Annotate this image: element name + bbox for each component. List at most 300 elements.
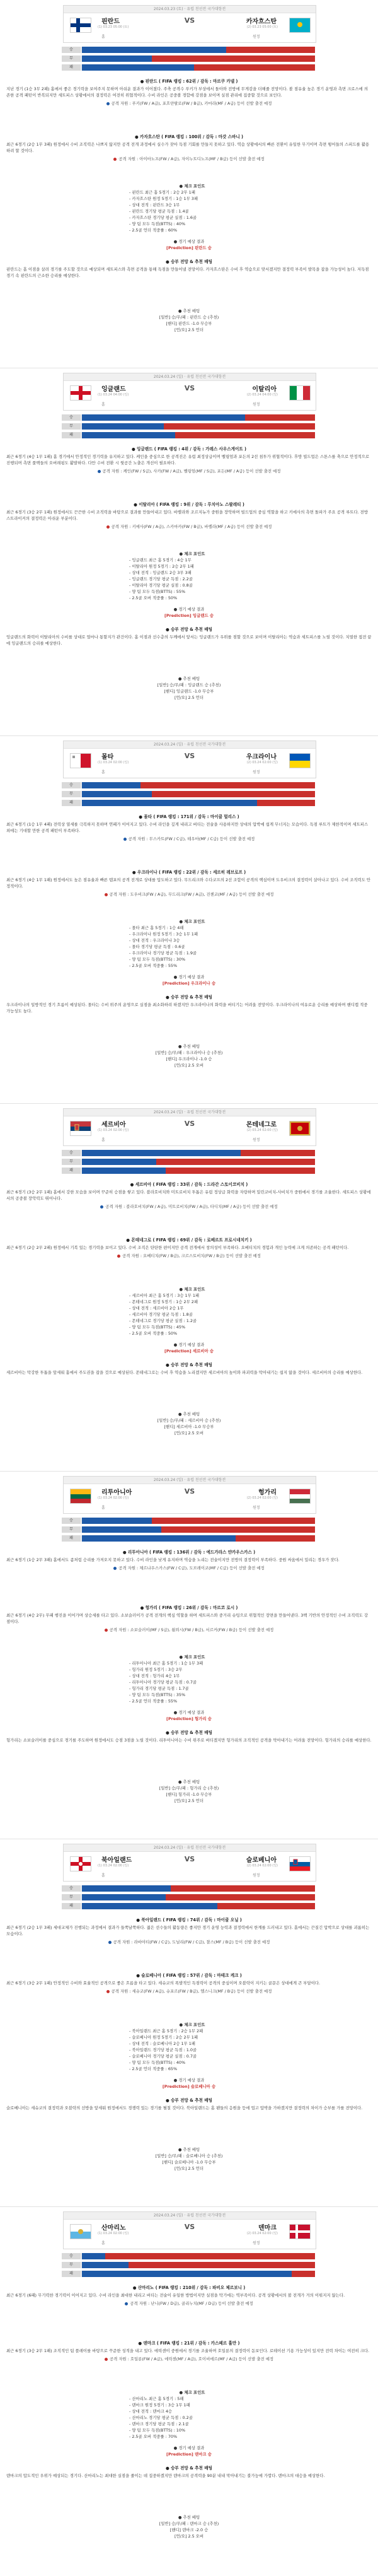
checkpoint-list [129, 551, 255, 601]
odds-bar [63, 423, 315, 430]
odds-bar-remainder [241, 1150, 315, 1156]
away-team-name: 우크라이나 [246, 754, 277, 761]
vs-label: VS [184, 752, 195, 760]
away-flag-icon [289, 1489, 311, 1504]
odds-bar-fill [82, 1894, 166, 1900]
home-analysis [6, 814, 372, 842]
away-label: 원정 [253, 1506, 260, 1510]
prediction-box [94, 238, 284, 251]
away-lineup [6, 1988, 372, 1994]
checkpoint-item: - 상대 전적 : 슬로베니아 2승 1무 1패 [129, 2041, 195, 2046]
odds-bar [63, 791, 315, 797]
home-team-kickoff: (1) 03.24 02:00 (일) [98, 1496, 129, 1500]
away-dot-icon [105, 1629, 108, 1632]
bet-item: [일반] 승/무/패 : 헝가리 승 (추천) [159, 1786, 219, 1791]
odds-bar-remainder [156, 1159, 315, 1165]
summary-text: 덴마크의 압도적인 우위가 예상되는 경기다. 산마리노는 최대한 실점을 줄이는 데 집중하겠지만 덴마크의 공격력을 90분 내내 막아내기는 불가능에 가깝다. 덴마크의 대승을 예상한다. [6, 2473, 325, 2478]
home-analysis-text: 최근 6경기 (1승 2무 3패) 홈에서도 좀처럼 승리를 가져오지 못하고 있다. 수비 라인을 낮게 유지하며 역습을 노리는 전술이지만 전방의 결정력이 부족하다. 중원 싸움에서 밀리는 경우가 잦다. [6, 1557, 340, 1562]
checkpoint-item: - 세르비아 최근 홈 5경기 : 3승 1무 1패 [129, 1293, 200, 1298]
away-lineup [6, 156, 372, 162]
prediction-result: [Prediction] 세르비아 승 [164, 1349, 214, 1354]
away-dot-icon [105, 2358, 108, 2361]
summary-text: 세르비아는 막강한 투톱을 앞세워 홈에서 주도권을 잡을 것으로 예상된다. 몬테네그로는 수비 후 역습을 노리겠지만 세르비아의 높이와 파괴력을 막아내기는 쉽지 않을 것이다. 세르비아의 승리를 예상한다. [6, 1370, 363, 1375]
home-label: 홈 [101, 770, 105, 775]
bet-box [94, 1779, 284, 1804]
home-lineup-text: 공격 자원 : 체르냐우스카스(FW / C급), 도브레이코(MF / C급) 등이 선발 출전 예정 [118, 1566, 265, 1571]
away-analysis-text: 최근 6경기 (3승 2무 1패) 안정적인 수비와 효율적인 공격으로 좋은 흐름을 타고 있다. 세슈코의 폭발적인 득점력이 공격의 중심이며 오블락이 지키는 골문은 상대에게 큰 부담이다. [6, 1981, 320, 1986]
odds-bar [63, 1535, 315, 1542]
bet-item: [일반] 승/무/패 : 슬로베니아 승 (추천) [155, 2153, 223, 2158]
odds-bar-remainder [166, 1894, 315, 1900]
home-analysis [6, 1181, 372, 1210]
home-label: 홈 [101, 1873, 105, 1878]
vs-label: VS [184, 2223, 195, 2231]
odds-bar-fill [82, 1168, 166, 1174]
match-banner [63, 2211, 316, 2249]
vs-label: VS [184, 16, 195, 25]
odds-bar [63, 56, 315, 62]
odds-bar-fill [82, 1885, 171, 1892]
home-team-name: 리투아니아 [101, 1489, 132, 1496]
home-team-name: 잉글랜드 [101, 386, 126, 393]
away-flag-icon [289, 1856, 311, 1871]
away-analysis [6, 2340, 372, 2362]
home-analysis-text: 최근 6경기 (6패) 무기력한 경기력이 이어지고 있다. 수비 라인을 최대한 내리고 버티는 전술이 유일한 방법이지만 실점을 막기에는 역부족이다. 공격 상황에서의 볼 전개가 거의 이뤄지지 않는다. [6, 2293, 345, 2298]
away-analysis [6, 1605, 372, 1633]
home-lineup-text: 공격 자원 : 케인(FW / S급), 사카(FW / A급), 벨링엄(MF / S급), 포든(MF / A급) 등이 선발 출전 예정 [102, 469, 281, 474]
checkpoint-item: - 슬로베니아 경기당 평균 실점 : 0.7골 [129, 2054, 197, 2059]
odds-bar [63, 47, 315, 53]
away-team-kickoff: (2) 03.24 02:00 (일) [246, 1496, 278, 1500]
home-team-kickoff: (1) 03.24 02:00 (일) [98, 1128, 129, 1132]
checkpoint-item: - 2.5골 오버 적중률 : 50% [129, 595, 178, 600]
checkpoint-item: - 2.5골 언더 적중률 : 60% [129, 228, 178, 233]
away-team-name: 슬로베니아 [246, 1857, 277, 1864]
odds-bar-remainder [152, 56, 315, 62]
away-analysis-text: 최근 6경기 (2승 1무 3패) 원정에서 수비 조직력은 나쁘지 않지만 공격 전개 과정에서 실수가 잦아 득점 기회를 만들지 못하고 있다. 역습 상황에서의 빠른 전환이 유일한 무기이며 측면 윙어들의 스피드를 활용하려 할 것이다. [6, 142, 370, 153]
checkpoint-title: ● 체크 포인트 [179, 184, 205, 189]
odds-bar-label: 승 [62, 782, 81, 788]
odds-bar-label: 패 [62, 1535, 81, 1542]
odds-bar [63, 64, 315, 71]
away-team-kickoff: (2) 03.24 04:00 (일) [246, 393, 278, 397]
away-lineup-text: 공격 자원 : 키에사(FW / A급), 스카마카(FW / B급), 바렐라(MF / A급) 등이 선발 출전 예정 [111, 524, 272, 529]
away-dot-icon [106, 1990, 110, 1993]
match-banner [63, 5, 316, 43]
prediction-title: ● 경기 예상 결과 [173, 2445, 205, 2450]
odds-bar-label: 무 [62, 423, 81, 430]
checkpoint-item: - 상대 전적 : 잉글랜드 2승 3무 3패 [129, 570, 192, 575]
home-lineup [6, 468, 372, 474]
match-banner [63, 1476, 316, 1514]
odds-bar-label: 무 [62, 1526, 81, 1533]
match-separator [0, 1471, 378, 1472]
odds-bar-label: 패 [62, 1903, 81, 1909]
away-label: 원정 [253, 2241, 260, 2245]
odds-bars [63, 47, 315, 73]
match-separator [0, 1103, 378, 1104]
vs-label: VS [184, 1120, 195, 1128]
bet-item: [핸디] 핀란드 -1.0 무승부 [166, 321, 212, 326]
bet-item: [언/오] 2.5 언더 [174, 695, 204, 700]
away-team-kickoff: (2) 03.24 02:00 (일) [246, 2232, 278, 2235]
home-flag-icon [70, 1856, 91, 1871]
odds-bar-label: 무 [62, 1159, 81, 1165]
checkpoint-item: - 양 팀 모두 득점(BTTS) : 55% [129, 589, 186, 594]
away-label: 원정 [253, 35, 260, 39]
summary-title: ● 승부 전망 & 추천 배팅 [166, 627, 212, 632]
away-analysis-title: ● 카자흐스탄 ( FIFA 랭킹 : 100위 / 감독 : 마갓 스바니 ) [134, 134, 244, 139]
checkpoint-item: - 세르비아 경기당 평균 득점 : 1.8골 [129, 1312, 193, 1317]
home-analysis-title: ● 몰타 ( FIFA 랭킹 : 171위 / 감독 : 마이클 멀리스 ) [139, 814, 239, 819]
away-team-kickoff: (2) 03.23 05:00 (토) [246, 25, 278, 29]
checkpoint-item: - 리투아니아 최근 홈 5경기 : 1승 1무 3패 [129, 1661, 203, 1666]
prediction-title: ● 경기 예상 결과 [173, 1342, 205, 1347]
home-team-name: 핀란드 [101, 18, 120, 25]
home-team-kickoff: (1) 03.24 02:00 (일) [98, 2232, 129, 2235]
match-banner [63, 1844, 316, 1882]
checkpoint-item: - 2.5골 언더 적중률 : 55% [129, 1699, 178, 1704]
match-card [0, 2206, 378, 2574]
checkpoint-title: ● 체크 포인트 [179, 1654, 205, 1660]
bet-item: [일반] 승/무/패 : 핀란드 승 (추천) [159, 315, 219, 320]
checkpoint-title: ● 체크 포인트 [179, 551, 205, 556]
vs-label: VS [184, 1487, 195, 1496]
home-label: 홈 [101, 2241, 105, 2245]
odds-bar [63, 432, 315, 438]
odds-bar [63, 414, 315, 421]
odds-bars [63, 782, 315, 809]
checkpoint-title: ● 체크 포인트 [179, 2022, 205, 2027]
bet-box [94, 1043, 284, 1068]
odds-bar-remainder [194, 64, 315, 71]
prediction-result: [Prediction] 덴마크 승 [166, 2452, 212, 2457]
prediction-title: ● 경기 예상 결과 [173, 975, 205, 980]
home-analysis [6, 1917, 372, 1945]
checkpoint-item: - 상대 전적 : 헝가리 4승 1무 [129, 1673, 180, 1678]
checkpoint-item: - 몰타 경기당 평균 득점 : 0.6골 [129, 944, 185, 949]
away-team-name: 이탈리아 [252, 386, 277, 393]
odds-bar-remainder [236, 1535, 315, 1542]
bet-item: [핸디] 헝가리 -1.0 무승부 [166, 1792, 212, 1797]
home-analysis [6, 78, 372, 107]
summary-text: 헝가리는 소보슬러이를 중심으로 경기를 주도하며 원정에서도 승점 3점을 노릴 것이다. 리투아니아는 수비 위주로 버티겠지만 헝가리의 조직적인 공격을 막아내기는 어려울 전망이다. 헝가리의 승리를 예상한다. [6, 1738, 372, 1743]
odds-bar [63, 2253, 315, 2259]
bet-item: [언/오] 2.5 언더 [174, 2166, 204, 2171]
bet-item: [일반] 승/무/패 : 세르비아 승 (추천) [157, 1418, 221, 1423]
match-card [0, 1103, 378, 1471]
odds-bar-fill [82, 791, 152, 797]
bet-title: ● 추천 배팅 [178, 1779, 200, 1784]
checkpoint-item: - 양 팀 모두 득점(BTTS) : 45% [129, 1325, 186, 1330]
away-label: 원정 [253, 402, 260, 407]
odds-bar-remainder [245, 414, 315, 421]
home-dot-icon [108, 1941, 112, 1944]
checkpoint-item: - 산마리노 경기당 평균 득점 : 0.2골 [129, 2415, 193, 2420]
home-analysis-text: 최근 6경기 (2승 1무 3패) 세대교체가 진행되는 과정에서 결과가 들쭉날쭉하다. 젊은 선수들의 활동량은 좋지만 경기 운영 능력과 결정력에서 한계를 드러내고 있다. 홈에서는 끈질긴 압박으로 상대를 괴롭히는 모습이다. [6, 1925, 370, 1936]
home-analysis [6, 2285, 372, 2307]
odds-bar [63, 1150, 315, 1156]
checkpoint-title: ● 체크 포인트 [179, 1287, 205, 1292]
odds-bar [63, 1159, 315, 1165]
checkpoint-item: - 잉글랜드 최근 홈 5경기 : 4승 1무 [129, 558, 192, 563]
bet-box [94, 1411, 284, 1436]
summary-title: ● 승부 전망 & 추천 배팅 [166, 2098, 212, 2103]
prediction-title: ● 경기 예상 결과 [173, 607, 205, 612]
away-analysis-title: ● 슬로베니아 ( FIFA 랭킹 : 57위 / 감독 : 마테크 케크 ) [136, 1973, 242, 1978]
odds-bar-label: 패 [62, 1168, 81, 1174]
odds-bar-label: 무 [62, 791, 81, 797]
away-analysis-title: ● 우크라이나 ( FIFA 랭킹 : 22위 / 감독 : 세르히 레브로프 ) [132, 870, 246, 875]
away-analysis-title: ● 헝가리 ( FIFA 랭킹 : 26위 / 감독 : 마르코 로시 ) [140, 1605, 238, 1610]
summary [6, 994, 372, 1014]
summary-title: ● 승부 전망 & 추천 배팅 [166, 1730, 212, 1735]
bet-item: [언/오] 2.5 오버 [174, 1063, 204, 1068]
home-team-name: 세르비아 [101, 1121, 126, 1128]
away-team-name: 덴마크 [258, 2225, 277, 2232]
checkpoint-item: - 몬테네그로 경기당 평균 실점 : 1.2골 [129, 1318, 197, 1323]
away-flag-icon [289, 18, 311, 33]
away-team-name: 몬테네그로 [246, 1121, 277, 1128]
checkpoint-item: - 상대 전적 : 덴마크 4승 [129, 2409, 173, 2414]
away-dot-icon [117, 1255, 120, 1258]
home-team-name: 산마리노 [101, 2225, 126, 2232]
summary-text: 우크라이나의 일방적인 경기 흐름이 예상된다. 몰타는 수비 위주의 운영으로 실점을 최소화하려 하겠지만 우크라이나의 화력을 버티기는 어려울 전망이다. 우크라이나의 여유로운 승리를 예상하며 핸디캡 적중 가능성도 높다. [6, 1002, 368, 1014]
checkpoint-item: - 양 팀 모두 득점(BTTS) : 35% [129, 1692, 186, 1697]
odds-bar-fill [82, 1526, 161, 1533]
home-dot-icon [123, 838, 127, 841]
checkpoint-item: - 상대 전적 : 세르비아 2승 1무 [129, 1306, 184, 1311]
away-analysis-text: 최근 6경기 (4승 1무 1패) 원정에서도 높은 점유율과 빠른 템포의 공격 전개로 상대를 압도하고 있다. 무드리크와 수다코프의 2선 조합이 공격의 핵심이며 도우비크의 결정력이 살아나고 있다. 수비 조직력도 안정적이다. [6, 877, 371, 889]
checkpoint-item: - 카자흐스탄 경기당 평균 실점 : 1.6골 [129, 215, 197, 220]
checkpoint-list [129, 1654, 255, 1704]
odds-bar-remainder [257, 800, 315, 806]
odds-bar [63, 1168, 315, 1174]
odds-bar-label: 무 [62, 1894, 81, 1900]
home-analysis-title: ● 북아일랜드 ( FIFA 랭킹 : 74위 / 감독 : 마이클 오닐 ) [136, 1917, 242, 1923]
home-flag-icon [70, 385, 91, 401]
home-lineup-text: 공격 자원 : 푸키(FW / A급), 포흐얀팔로(FW / B급), 카마라(MF / A급) 등이 선발 출전 예정 [111, 101, 272, 106]
prediction-title: ● 경기 예상 결과 [173, 2078, 205, 2083]
odds-bar-label: 무 [62, 56, 81, 62]
checkpoint-item: - 헝가리 원정 5경기 : 3승 2무 [129, 1667, 183, 1672]
away-lineup [6, 524, 372, 530]
odds-bar-remainder [226, 47, 315, 53]
home-lineup [6, 1565, 372, 1571]
odds-bar-fill [82, 800, 257, 806]
vs-label: VS [184, 384, 195, 392]
odds-bar-fill [82, 1535, 236, 1542]
away-flag-icon [289, 2224, 311, 2239]
bet-title: ● 추천 배팅 [178, 308, 200, 313]
summary [6, 1362, 372, 1376]
odds-bar-label: 승 [62, 1885, 81, 1892]
banner-caption: 2024.03.24 (일) · 유럽 친선전 국가대항전 [64, 1844, 316, 1852]
checkpoint-item: - 우크라이나 경기당 평균 득점 : 1.9골 [129, 951, 197, 956]
odds-bar-label: 승 [62, 2253, 81, 2259]
odds-bar-remainder [152, 791, 315, 797]
away-team-kickoff: (2) 03.24 02:00 (일) [246, 1864, 278, 1868]
away-lineup-text: 공격 자원 : 세슈코(FW / A급), 슈포르(FW / B급), 엘스니크(MF / B급) 등이 선발 출전 예정 [111, 1989, 272, 1994]
bet-item: [핸디] 슬로베니아 -1.0 무승부 [162, 2160, 216, 2165]
home-team-name: 몰타 [101, 754, 114, 761]
away-dot-icon [113, 158, 117, 161]
home-analysis-text: 최근 6경기 (4승 1무 1패) 홈 경기에서 안정적인 경기력을 유지하고 있다. 케인을 중심으로 한 공격진은 유럽 최정상급이며 벨링엄과 포든의 2선 침투가 위협적이다. 후방 빌드업은 스톤스를 축으로 안정적으로 진행되며 측면 풀백들의 오버래핑도 활발하다. 다만 수비 전환 시 뒷공간 노출은 개선이 필요하다. [6, 454, 370, 465]
bet-item: [언/오] 2.5 오버 [174, 1431, 204, 1436]
bet-item: [핸디] 잉글랜드 -1.0 무승부 [164, 689, 214, 694]
match-card [0, 368, 378, 735]
summary [6, 2465, 372, 2479]
away-team-kickoff: (2) 03.24 02:00 (일) [246, 761, 278, 764]
summary-text: 슬로베니아는 세슈코의 결정력과 오블락의 선방을 앞세워 원정에서도 경쟁력 있는 경기를 펼칠 것이다. 북아일랜드는 홈 팬들의 응원을 등에 업고 압박을 가하겠지만 결정력의 차이가 승부를 가를 전망이다. [6, 2105, 363, 2111]
prediction-title: ● 경기 예상 결과 [173, 1710, 205, 1715]
odds-bar [63, 1885, 315, 1892]
home-flag-icon [70, 2224, 91, 2239]
away-team-kickoff: (2) 03.24 02:00 (일) [246, 1128, 278, 1132]
checkpoint-item: - 잉글랜드 경기당 평균 득점 : 2.2골 [129, 577, 193, 582]
checkpoint-item: - 헝가리 경기당 평균 득점 : 1.7골 [129, 1686, 189, 1691]
odds-bar [63, 800, 315, 806]
match-banner [63, 741, 316, 778]
away-dot-icon [106, 525, 110, 529]
bet-item: [핸디] 세르비아 -1.0 무승부 [164, 1424, 214, 1429]
away-lineup-text: 공격 자원 : 호일룬(FW / A급), 에릭센(MF / A급), 호이비에르(MF / A급) 등이 선발 출전 예정 [109, 2356, 274, 2362]
odds-bar-remainder [292, 2271, 315, 2277]
odds-bar-remainder [164, 423, 315, 430]
away-analysis-text: 최근 6경기 (3승 2무 1패) 원정에서도 끈끈한 수비 조직력을 바탕으로 결과를 만들어내고 있다. 바렐라와 조르지뉴가 중원을 장악하며 빌드업의 중심 역할을 하고 키에사의 측면 돌파가 주요 공격 루트다. 전방 스트라이커의 결정력은 아쉬운 부분이다. [6, 510, 369, 521]
prediction-result: [Prediction] 잉글랜드 승 [164, 613, 214, 618]
bet-item: [언/오] 2.5 오버 [174, 2534, 204, 2539]
odds-bar-fill [82, 432, 175, 438]
checkpoint-item: - 양 팀 모두 득점(BTTS) : 30% [129, 957, 186, 962]
odds-bar-remainder [175, 432, 315, 438]
checkpoint-list [129, 2389, 255, 2440]
odds-bar-fill [82, 64, 194, 71]
home-team-kickoff: (1) 03.23 05:00 (토) [98, 25, 129, 29]
checkpoint-title: ● 체크 포인트 [179, 919, 205, 924]
home-analysis-title: ● 리투아니아 ( FIFA 랭킹 : 136위 / 감독 : 에드가라스 얀카우스카스 ) [122, 1550, 256, 1555]
vs-label: VS [184, 1855, 195, 1863]
odds-bar-fill [82, 1903, 217, 1909]
prediction-box [94, 974, 284, 986]
summary-title: ● 승부 전망 & 추천 배팅 [166, 995, 212, 1000]
home-analysis [6, 1549, 372, 1571]
banner-caption: 2024.03.24 (일) · 유럽 친선전 국가대항전 [64, 1477, 316, 1484]
prediction-box [94, 1342, 284, 1354]
summary-text: 핀란드는 홈 이점을 살려 경기를 주도할 것으로 예상되며 세트피스와 측면 공격을 통해 득점을 만들어낼 전망이다. 카자흐스탄은 수비 후 역습으로 맞서겠지만 결정력 부족이 발목을 잡을 가능성이 높다. 저득점 경기 속 핀란드의 근소한 승리를 예상한다. [6, 267, 369, 278]
odds-bar-remainder [152, 1518, 315, 1524]
match-card [0, 1471, 378, 1839]
away-analysis [6, 1237, 372, 1259]
checkpoint-item: - 슬로베니아 원정 5경기 : 2승 2무 1패 [129, 2035, 198, 2040]
away-analysis-text: 최근 6경기 (2승 2무 2패) 원정에서 기복 있는 경기력을 보이고 있다. 수비 조직은 탄탄한 편이지만 공격 전개에서 창의성이 부족하다. 요베티치의 경험과 개인 능력에 크게 의존하는 공격 패턴이다. [6, 1245, 349, 1250]
odds-bar-remainder [105, 2253, 315, 2259]
odds-bar-fill [82, 2253, 105, 2259]
away-analysis-title: ● 이탈리아 ( FIFA 랭킹 : 9위 / 감독 : 루치아노 스팔레티 ) [134, 502, 244, 507]
match-banner [63, 373, 316, 411]
match-card [0, 0, 378, 368]
bet-item: [핸디] 덴마크 -2.0 승 [169, 2527, 209, 2532]
summary-title: ● 승부 전망 & 추천 배팅 [166, 1362, 212, 1367]
odds-bar-fill [82, 782, 140, 788]
prediction-box [94, 2445, 284, 2457]
home-lineup [6, 1939, 372, 1945]
odds-bar [63, 1903, 315, 1909]
checkpoint-item: - 덴마크 원정 5경기 : 3승 1무 1패 [129, 2403, 190, 2408]
away-analysis [6, 869, 372, 898]
checkpoint-list [129, 1286, 255, 1337]
odds-bar-label: 무 [62, 2262, 81, 2268]
home-analysis-title: ● 잉글랜드 ( FIFA 랭킹 : 4위 / 감독 : 가레스 사우스게이트 ) [131, 447, 247, 452]
away-analysis-title: ● 몬테네그로 ( FIFA 랭킹 : 69위 / 감독 : 로베르트 프로시네치키 ) [126, 1238, 252, 1243]
summary [6, 626, 372, 647]
odds-bar-fill [82, 1518, 152, 1524]
odds-bar-fill [82, 423, 164, 430]
home-team-kickoff: (1) 03.24 02:00 (일) [98, 1864, 129, 1868]
home-flag-icon [70, 1489, 91, 1504]
home-label: 홈 [101, 1506, 105, 1510]
odds-bar-fill [82, 1159, 156, 1165]
checkpoint-item: - 몬테네그로 원정 5경기 : 1승 2무 2패 [129, 1299, 198, 1304]
away-label: 원정 [253, 1138, 260, 1142]
away-analysis [6, 501, 372, 530]
banner-caption: 2024.03.24 (일) · 유럽 친선전 국가대항전 [64, 1109, 316, 1116]
bet-item: [일반] 승/무/패 : 우크라이나 승 (추천) [155, 1050, 223, 1055]
bet-box [94, 2146, 284, 2172]
home-team-kickoff: (1) 03.24 02:00 (일) [98, 761, 129, 764]
bet-title: ● 추천 배팅 [178, 1412, 200, 1417]
bet-title: ● 추천 배팅 [178, 2147, 200, 2152]
checkpoint-item: - 양 팀 모두 득점(BTTS) : 40% [129, 221, 186, 226]
prediction-result: [Prediction] 슬로베니아 승 [162, 2084, 216, 2089]
checkpoint-item: - 카자흐스탄 원정 5경기 : 1승 1무 3패 [129, 196, 198, 201]
bet-item: [일반] 승/무/패 : 잉글랜드 승 (추천) [157, 682, 221, 688]
odds-bar-remainder [129, 2262, 315, 2268]
banner-caption: 2024.03.24 (일) · 유럽 친선전 국가대항전 [64, 373, 316, 381]
odds-bar-label: 승 [62, 1518, 81, 1524]
checkpoint-item: - 이탈리아 원정 5경기 : 2승 2무 1패 [129, 564, 194, 569]
odds-bars [63, 1150, 315, 1176]
away-lineup [6, 891, 372, 898]
bet-item: [언/오] 2.5 언더 [174, 1798, 204, 1803]
home-team-name: 북아일랜드 [101, 1857, 132, 1864]
checkpoint-item: - 몰타 최근 홈 5경기 : 1승 4패 [129, 925, 184, 930]
odds-bar-remainder [140, 782, 315, 788]
odds-bar-fill [82, 414, 245, 421]
odds-bar-label: 승 [62, 47, 81, 53]
checkpoint-item: - 산마리노 최근 홈 5경기 : 5패 [129, 2396, 184, 2401]
home-lineup [6, 1203, 372, 1210]
odds-bar-remainder [217, 1903, 315, 1909]
odds-bar [63, 2262, 315, 2268]
match-separator [0, 2206, 378, 2207]
home-lineup-text: 공격 자원 : 블라호비치(FW / A급), 미트로비치(FW / A급), 타디치(MF / A급) 등이 선발 출전 예정 [105, 1204, 278, 1209]
checkpoint-item: - 덴마크 경기당 평균 득점 : 2.1골 [129, 2421, 189, 2427]
odds-bar-remainder [171, 1885, 315, 1892]
home-analysis-title: ● 핀란드 ( FIFA 랭킹 : 62위 / 감독 : 마르쿠 카넬 ) [140, 79, 238, 84]
summary-title: ● 승부 전망 & 추천 배팅 [166, 2466, 212, 2471]
away-label: 원정 [253, 770, 260, 775]
home-analysis-title: ● 산마리노 ( FIFA 랭킹 : 210위 / 감독 : 파비오 체르보니 ) [132, 2285, 246, 2290]
bet-item: [일반] 승/무/패 : 덴마크 승 (추천) [159, 2521, 219, 2526]
summary [6, 1730, 372, 1743]
bet-title: ● 추천 배팅 [178, 2515, 200, 2520]
checkpoint-item: - 양 팀 모두 득점(BTTS) : 40% [129, 2060, 186, 2065]
odds-bar-label: 승 [62, 1150, 81, 1156]
checkpoint-item: - 2.5골 언더 적중률 : 65% [129, 2066, 178, 2071]
away-dot-icon [105, 893, 108, 896]
home-analysis-title: ● 세르비아 ( FIFA 랭킹 : 33위 / 감독 : 드라간 스토이코비치 ) [130, 1182, 248, 1187]
